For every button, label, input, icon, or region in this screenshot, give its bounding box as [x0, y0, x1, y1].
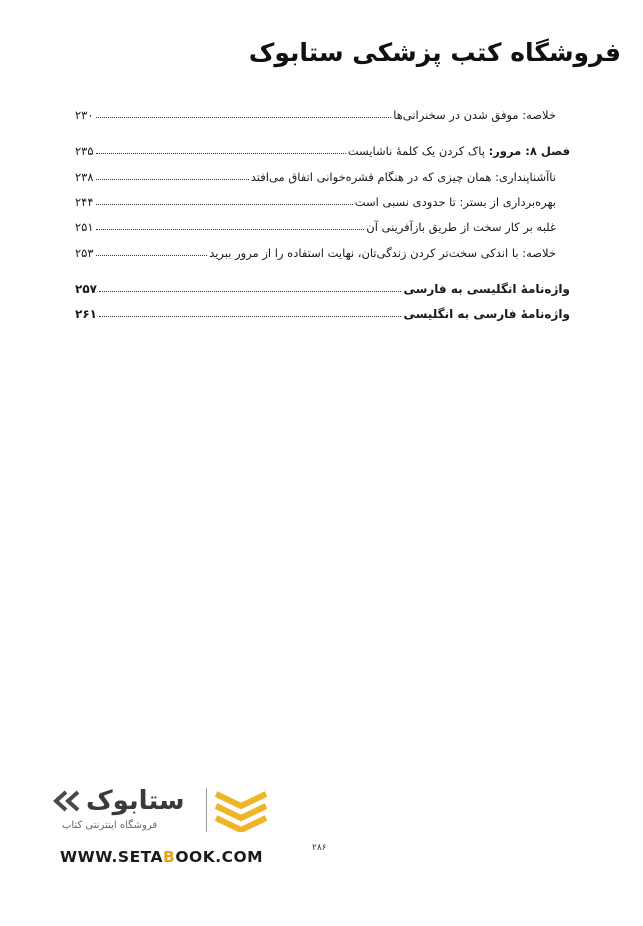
- toc-leader-dots: [99, 315, 401, 317]
- toc-page-number: ۲۵۱: [75, 220, 94, 234]
- toc-row[interactable]: [75, 189, 570, 209]
- toc-entry-label: خلاصه: با اندکی سخت‌تر کردن زندگی‌تان، نهایت استفاده را از مرور ببرید: [209, 246, 556, 260]
- toc-entry-label: ناآشناپنداری: همان چیزی که در هنگام قشره‌خوانی اتفاق می‌افتد: [250, 170, 556, 184]
- toc-row[interactable]: [75, 138, 570, 158]
- toc-leader-dots: [99, 290, 401, 292]
- logo-tagline: فروشگاه اینترنتی کتاب: [62, 820, 158, 831]
- toc-chapter-prefix: فصل ۸: مرور:: [488, 144, 570, 158]
- toc-entry-label: خلاصه: موفق شدن در سخنرانی‌ها: [393, 108, 556, 122]
- toc-entry-label: واژه‌نامهٔ انگلیسی به فارسی: [403, 282, 570, 296]
- toc-row[interactable]: [75, 301, 570, 321]
- toc-page-number: ۲۳۵: [75, 144, 94, 158]
- toc-chapter-title: پاک کردن یک کلمهٔ ناشایست: [347, 144, 485, 158]
- page-title: فروشگاه کتب پزشکی ستابوک: [248, 38, 621, 67]
- toc-leader-dots: [96, 228, 365, 230]
- toc-row[interactable]: [75, 214, 570, 234]
- toc-entry-label: غلبه بر کار سخت از طریق بازآفرینی آن: [366, 220, 556, 234]
- toc-entry-label: واژه‌نامهٔ فارسی به انگلیسی: [403, 307, 570, 321]
- toc-page-number: ۲۴۴: [75, 195, 94, 209]
- toc-entry-label: [348, 144, 570, 158]
- toc-page-number: ۲۵۳: [75, 246, 94, 260]
- toc-entry-label: بهره‌برداری از بستر: تا حدودی نسبی است: [354, 195, 556, 209]
- toc-page-number: ۲۶۱: [75, 307, 97, 321]
- url-part: WWW.SETA: [60, 848, 164, 866]
- book-stack-icon: [214, 788, 268, 832]
- toc-leader-dots: [96, 178, 249, 180]
- toc-page-number: ۲۳۰: [75, 108, 94, 122]
- page-number: ۲۸۶: [312, 843, 327, 853]
- toc-row[interactable]: [75, 102, 570, 122]
- logo-wordmark: ستابوک: [86, 786, 185, 816]
- logo-divider: [206, 788, 207, 832]
- toc-page-number: ۲۵۷: [75, 282, 97, 296]
- toc-leader-dots: [96, 203, 353, 205]
- url-part: OOK.COM: [175, 848, 264, 866]
- url-accent-letter: B: [163, 848, 176, 866]
- toc-leader-dots: [96, 254, 208, 256]
- toc-leader-dots: [96, 116, 392, 118]
- toc-row[interactable]: [75, 240, 570, 260]
- toc-leader-dots: [96, 152, 346, 154]
- toc-row[interactable]: [75, 276, 570, 296]
- toc-row[interactable]: [75, 164, 570, 184]
- toc-page-number: ۲۳۸: [75, 170, 94, 184]
- website-url[interactable]: [60, 848, 263, 866]
- double-chevron-icon: [52, 790, 82, 812]
